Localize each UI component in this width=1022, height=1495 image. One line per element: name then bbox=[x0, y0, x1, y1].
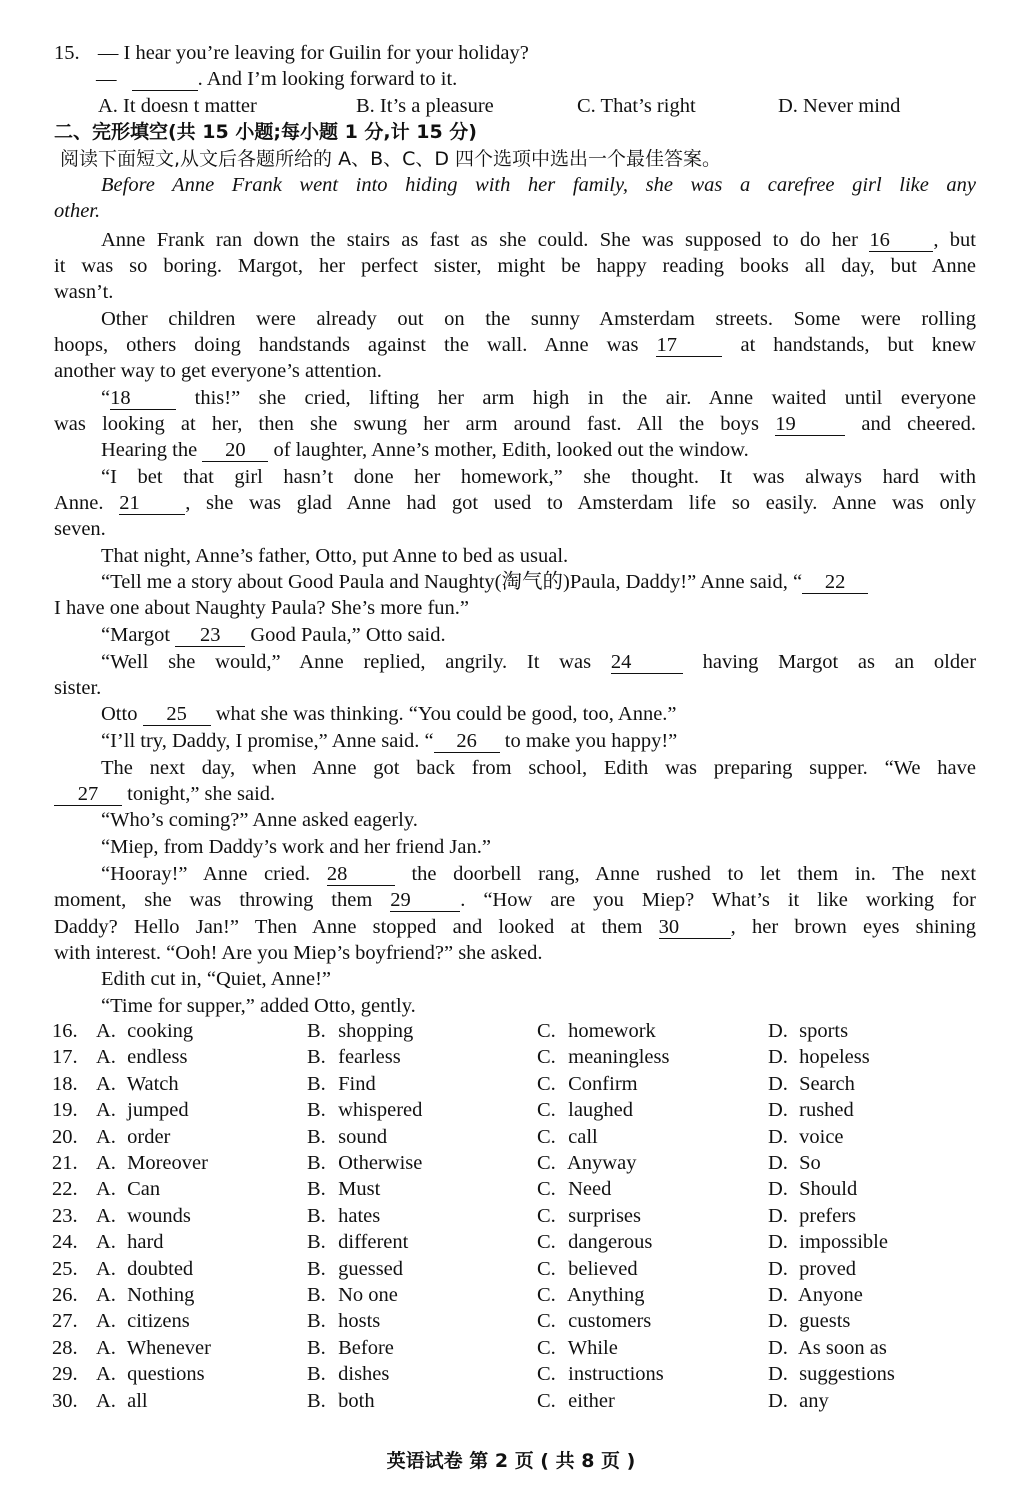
passage-text: was looking at her, then she swung her arm around fast. All the boys bbox=[54, 413, 759, 435]
passage-line: “Who’s coming?” Anne asked eagerly. bbox=[101, 809, 418, 831]
option-b bbox=[307, 1203, 380, 1229]
option-text: surprises bbox=[568, 1205, 642, 1227]
option-letter: B. bbox=[307, 1231, 326, 1253]
option-text: customers bbox=[568, 1310, 652, 1332]
intro-line1: Before Anne Frank went into hiding with her family, she was a carefree girl like any bbox=[101, 174, 976, 196]
passage-text: and cheered. bbox=[861, 413, 977, 435]
option-b bbox=[307, 1282, 398, 1308]
option-d bbox=[768, 1256, 856, 1282]
option-d bbox=[768, 1388, 829, 1414]
passage-line bbox=[54, 887, 976, 913]
option-letter: B. bbox=[307, 1020, 326, 1042]
option-b bbox=[307, 1150, 422, 1176]
option-text: endless bbox=[127, 1046, 188, 1068]
option-text: Find bbox=[338, 1073, 376, 1095]
passage-text: this!” she cried, lifting her arm high in the air. Anne waited until everyone bbox=[194, 387, 976, 409]
option-text: Need bbox=[568, 1178, 612, 1200]
blank-27: 27 bbox=[54, 783, 122, 806]
option-d bbox=[768, 1124, 844, 1150]
passage-line: “I bet that girl hasn’t done her homework,” she thought. It was always hard with bbox=[101, 466, 976, 488]
option-text: Whenever bbox=[126, 1337, 211, 1359]
option-text: jumped bbox=[127, 1099, 189, 1121]
option-d bbox=[768, 1150, 821, 1176]
option-text: suggestions bbox=[799, 1363, 895, 1385]
option-letter: C. bbox=[537, 1390, 556, 1412]
blank-29: 29 bbox=[390, 889, 460, 912]
option-text: So bbox=[799, 1152, 821, 1174]
option-text: wounds bbox=[127, 1205, 191, 1227]
blank-28: 28 bbox=[327, 863, 395, 886]
passage-text: what she was thinking. “You could be good, too, Anne.” bbox=[215, 703, 677, 725]
option-letter: C. bbox=[537, 1020, 556, 1042]
option-letter: B. bbox=[307, 1178, 326, 1200]
option-letter: D. bbox=[768, 1205, 788, 1227]
passage-line: Other children were already out on the sunny Amsterdam streets. Some were rolling bbox=[101, 308, 976, 330]
option-text: homework bbox=[568, 1020, 656, 1042]
question-number: 17. bbox=[52, 1046, 78, 1068]
question-number: 28. bbox=[52, 1337, 78, 1359]
option-letter: C. bbox=[537, 1284, 556, 1306]
passage-line bbox=[101, 861, 976, 887]
q15-dash: — bbox=[96, 68, 117, 90]
option-letter: A. bbox=[96, 1231, 116, 1253]
question-number: 25. bbox=[52, 1258, 78, 1280]
option-d bbox=[768, 1044, 870, 1070]
option-d bbox=[768, 1308, 850, 1334]
option-text: hosts bbox=[338, 1310, 381, 1332]
passage-text: Anne Frank ran down the stairs as fast as she could. She was supposed to do her bbox=[101, 229, 858, 251]
option-c bbox=[537, 1388, 615, 1414]
option-text: proved bbox=[799, 1258, 857, 1280]
passage-line: seven. bbox=[54, 518, 106, 540]
option-letter: A. bbox=[96, 1363, 116, 1385]
passage-line bbox=[54, 332, 976, 358]
option-a bbox=[96, 1361, 205, 1387]
passage-text: at handstands, but knew bbox=[740, 334, 977, 356]
option-c bbox=[537, 1176, 611, 1202]
option-c bbox=[537, 1256, 638, 1282]
option-letter: C. bbox=[537, 1310, 556, 1332]
passage-line: it was so boring. Margot, her perfect sister, might be happy reading books all day, but Anne bbox=[54, 255, 976, 277]
q15-option-d: D. Never mind bbox=[778, 95, 901, 117]
option-letter: A. bbox=[96, 1020, 116, 1042]
option-a bbox=[96, 1044, 187, 1070]
option-c bbox=[537, 1150, 636, 1176]
option-letter: B. bbox=[307, 1073, 326, 1095]
option-text: whispered bbox=[338, 1099, 423, 1121]
option-letter: B. bbox=[307, 1284, 326, 1306]
option-letter: D. bbox=[768, 1284, 788, 1306]
option-letter: C. bbox=[537, 1205, 556, 1227]
option-text: call bbox=[568, 1126, 598, 1148]
question-number: 24. bbox=[52, 1231, 78, 1253]
option-letter: D. bbox=[768, 1099, 788, 1121]
question-number: 16. bbox=[52, 1020, 78, 1042]
option-b bbox=[307, 1124, 387, 1150]
option-c bbox=[537, 1282, 644, 1308]
blank-30: 30 bbox=[659, 916, 731, 939]
question-number: 30. bbox=[52, 1390, 78, 1412]
option-c bbox=[537, 1229, 652, 1255]
option-letter: B. bbox=[307, 1205, 326, 1227]
passage-text: the doorbell rang, Anne rushed to let them in. The next bbox=[411, 863, 977, 885]
passage-text: “I’ll try, Daddy, I promise,” Anne said. “ bbox=[101, 730, 434, 752]
question-number: 27. bbox=[52, 1310, 78, 1332]
option-text: Moreover bbox=[127, 1152, 208, 1174]
option-letter: A. bbox=[96, 1152, 116, 1174]
option-b bbox=[307, 1229, 408, 1255]
option-text: guests bbox=[799, 1310, 851, 1332]
option-c bbox=[537, 1335, 618, 1361]
blank-17: 17 bbox=[656, 334, 722, 357]
option-a bbox=[96, 1282, 194, 1308]
option-text: different bbox=[338, 1231, 409, 1253]
option-a bbox=[96, 1229, 164, 1255]
passage-text: . “How are you Miep? What’s it like working for bbox=[460, 889, 977, 911]
passage-text: , she was glad Anne had got used to Amsterdam life so easily. Anne was only bbox=[185, 492, 976, 514]
option-letter: A. bbox=[96, 1046, 116, 1068]
option-text: voice bbox=[799, 1126, 844, 1148]
passage-text: Otto bbox=[101, 703, 138, 725]
option-letter: D. bbox=[768, 1231, 788, 1253]
passage-text: “Well she would,” Anne replied, angrily. It was bbox=[101, 651, 592, 673]
passage-line bbox=[54, 914, 976, 940]
option-b bbox=[307, 1071, 376, 1097]
option-text: While bbox=[567, 1337, 618, 1359]
option-letter: A. bbox=[96, 1310, 116, 1332]
blank-25: 25 bbox=[143, 703, 211, 726]
q15-line2 bbox=[96, 66, 457, 92]
option-text: sports bbox=[799, 1020, 849, 1042]
option-letter: C. bbox=[537, 1046, 556, 1068]
option-b bbox=[307, 1097, 422, 1123]
option-b bbox=[307, 1308, 380, 1334]
option-c bbox=[537, 1203, 641, 1229]
passage-line: Edith cut in, “Quiet, Anne!” bbox=[101, 968, 331, 990]
passage-text: of laughter, Anne’s mother, Edith, looked out the window. bbox=[273, 439, 749, 461]
option-letter: C. bbox=[537, 1337, 556, 1359]
option-letter: D. bbox=[768, 1310, 788, 1332]
section-instruction: 阅读下面短文,从文后各题所给的 A、B、C、D 四个选项中选出一个最佳答案。 bbox=[60, 148, 722, 170]
option-text: prefers bbox=[799, 1205, 857, 1227]
option-letter: B. bbox=[307, 1046, 326, 1068]
q15-blank bbox=[132, 68, 198, 91]
option-a bbox=[96, 1308, 190, 1334]
option-c bbox=[537, 1308, 651, 1334]
option-text: rushed bbox=[799, 1099, 854, 1121]
option-letter: A. bbox=[96, 1258, 116, 1280]
option-letter: C. bbox=[537, 1099, 556, 1121]
q15-line1 bbox=[54, 40, 529, 66]
question-number: 19. bbox=[52, 1099, 78, 1121]
option-letter: A. bbox=[96, 1126, 116, 1148]
option-text: shopping bbox=[338, 1020, 414, 1042]
option-letter: C. bbox=[537, 1363, 556, 1385]
passage-line bbox=[101, 569, 868, 595]
option-text: Search bbox=[799, 1073, 855, 1095]
option-letter: B. bbox=[307, 1099, 326, 1121]
passage-line: “Time for supper,” added Otto, gently. bbox=[101, 995, 416, 1017]
passage-line: another way to get everyone’s attention. bbox=[54, 360, 382, 382]
option-text: believed bbox=[568, 1258, 638, 1280]
option-d bbox=[768, 1361, 895, 1387]
option-text: cooking bbox=[127, 1020, 194, 1042]
option-letter: D. bbox=[768, 1152, 788, 1174]
option-text: Anyway bbox=[567, 1152, 637, 1174]
passage-text: Good Paula,” Otto said. bbox=[250, 624, 446, 646]
blank-18: 18 bbox=[110, 387, 176, 410]
option-b bbox=[307, 1388, 375, 1414]
option-letter: A. bbox=[96, 1099, 116, 1121]
option-a bbox=[96, 1335, 211, 1361]
option-a bbox=[96, 1388, 148, 1414]
blank-24: 24 bbox=[611, 651, 683, 674]
option-text: laughed bbox=[568, 1099, 634, 1121]
q15-response: . And I’m looking forward to it. bbox=[197, 68, 458, 90]
question-number: 23. bbox=[52, 1205, 78, 1227]
q15-option-b: B. It’s a pleasure bbox=[356, 95, 494, 117]
blank-22: 22 bbox=[802, 571, 868, 594]
option-text: meaningless bbox=[568, 1046, 670, 1068]
option-letter: D. bbox=[768, 1363, 788, 1385]
passage-text: Hearing the bbox=[101, 439, 198, 461]
option-b bbox=[307, 1176, 380, 1202]
passage-text: to make you happy!” bbox=[504, 730, 678, 752]
option-text: Can bbox=[127, 1178, 161, 1200]
option-letter: D. bbox=[768, 1020, 788, 1042]
option-text: hates bbox=[338, 1205, 381, 1227]
blank-20: 20 bbox=[202, 439, 268, 462]
q15-question: — I hear you’re leaving for Guilin for your holiday? bbox=[97, 42, 529, 64]
option-a bbox=[96, 1071, 179, 1097]
option-letter: B. bbox=[307, 1126, 326, 1148]
question-number: 21. bbox=[52, 1152, 78, 1174]
option-text: guessed bbox=[338, 1258, 404, 1280]
option-text: Must bbox=[338, 1178, 381, 1200]
option-text: both bbox=[338, 1390, 375, 1412]
passage-line bbox=[101, 622, 446, 648]
option-letter: B. bbox=[307, 1363, 326, 1385]
option-letter: A. bbox=[96, 1205, 116, 1227]
option-a bbox=[96, 1203, 191, 1229]
passage-text: , her brown eyes shining bbox=[730, 916, 977, 938]
option-text: Anyone bbox=[798, 1284, 863, 1306]
option-d bbox=[768, 1282, 863, 1308]
page-footer: 英语试卷 第 2 页 ( 共 8 页 ) bbox=[386, 1450, 636, 1472]
option-text: hard bbox=[127, 1231, 164, 1253]
passage-line: wasn’t. bbox=[54, 281, 114, 303]
option-text: any bbox=[799, 1390, 829, 1412]
passage-line bbox=[101, 227, 976, 253]
option-a bbox=[96, 1018, 193, 1044]
option-a bbox=[96, 1097, 189, 1123]
option-letter: C. bbox=[537, 1126, 556, 1148]
section-title: 二、完形填空(共 15 小题;每小题 1 分,计 15 分) bbox=[54, 121, 477, 143]
option-text: citizens bbox=[127, 1310, 190, 1332]
option-letter: A. bbox=[96, 1390, 116, 1412]
option-letter: D. bbox=[768, 1337, 788, 1359]
option-c bbox=[537, 1361, 664, 1387]
option-text: Nothing bbox=[127, 1284, 195, 1306]
passage-text: Anne. bbox=[54, 492, 104, 514]
intro-line2: other. bbox=[54, 200, 101, 222]
passage-text: “ bbox=[101, 387, 111, 409]
option-a bbox=[96, 1150, 208, 1176]
option-c bbox=[537, 1097, 633, 1123]
option-b bbox=[307, 1256, 403, 1282]
option-b bbox=[307, 1018, 413, 1044]
passage-text: “Tell me a story about Good Paula and Naughty(淘气的)Paula, Daddy!” Anne said, “ bbox=[101, 571, 803, 593]
option-d bbox=[768, 1097, 854, 1123]
option-letter: B. bbox=[307, 1310, 326, 1332]
question-number: 20. bbox=[52, 1126, 78, 1148]
passage-text: having Margot as an older bbox=[702, 651, 977, 673]
passage-line bbox=[54, 490, 976, 516]
passage-line bbox=[101, 728, 677, 754]
option-text: doubted bbox=[127, 1258, 194, 1280]
option-letter: D. bbox=[768, 1126, 788, 1148]
passage-line bbox=[54, 781, 275, 807]
option-d bbox=[768, 1018, 848, 1044]
option-a bbox=[96, 1124, 170, 1150]
passage-line: The next day, when Anne got back from school, Edith was preparing supper. “We have bbox=[101, 757, 976, 779]
option-text: either bbox=[568, 1390, 615, 1412]
option-c bbox=[537, 1124, 598, 1150]
passage-line bbox=[101, 437, 749, 463]
passage-line bbox=[54, 411, 976, 437]
blank-23: 23 bbox=[175, 624, 245, 647]
option-text: Otherwise bbox=[338, 1152, 423, 1174]
option-letter: A. bbox=[96, 1178, 116, 1200]
option-text: questions bbox=[127, 1363, 205, 1385]
passage-text: moment, she was throwing them bbox=[54, 889, 373, 911]
q15-option-a: A. It doesn t matter bbox=[98, 95, 257, 117]
passage-line: with interest. “Ooh! Are you Miep’s boyfriend?” she asked. bbox=[54, 942, 543, 964]
option-text: impossible bbox=[799, 1231, 888, 1253]
option-text: fearless bbox=[338, 1046, 401, 1068]
passage-line: I have one about Naughty Paula? She’s more fun.” bbox=[54, 597, 470, 619]
passage-line bbox=[101, 385, 976, 411]
option-letter: D. bbox=[768, 1258, 788, 1280]
option-d bbox=[768, 1203, 856, 1229]
question-number: 18. bbox=[52, 1073, 78, 1095]
passage-text: Daddy? Hello Jan!” Then Anne stopped and looked at them bbox=[54, 916, 643, 938]
option-letter: C. bbox=[537, 1231, 556, 1253]
option-text: As soon as bbox=[798, 1337, 887, 1359]
option-letter: D. bbox=[768, 1178, 788, 1200]
option-letter: C. bbox=[537, 1073, 556, 1095]
passage-text: , but bbox=[933, 229, 976, 251]
question-number: 29. bbox=[52, 1363, 78, 1385]
option-letter: A. bbox=[96, 1337, 116, 1359]
passage-line bbox=[101, 701, 677, 727]
option-text: dishes bbox=[338, 1363, 390, 1385]
passage-text: hoops, others doing handstands against the wall. Anne was bbox=[54, 334, 639, 356]
option-d bbox=[768, 1335, 887, 1361]
option-text: sound bbox=[338, 1126, 388, 1148]
passage-line: That night, Anne’s father, Otto, put Anne to bed as usual. bbox=[101, 545, 569, 567]
q15-number: 15. bbox=[54, 42, 80, 64]
option-letter: B. bbox=[307, 1258, 326, 1280]
option-letter: D. bbox=[768, 1046, 788, 1068]
option-letter: B. bbox=[307, 1390, 326, 1412]
passage-line bbox=[101, 649, 976, 675]
option-letter: A. bbox=[96, 1284, 116, 1306]
option-b bbox=[307, 1361, 389, 1387]
option-letter: A. bbox=[96, 1073, 116, 1095]
passage-text: tonight,” she said. bbox=[127, 783, 276, 805]
passage-text: “Margot bbox=[101, 624, 171, 646]
option-letter: B. bbox=[307, 1337, 326, 1359]
option-letter: D. bbox=[768, 1390, 788, 1412]
option-letter: C. bbox=[537, 1258, 556, 1280]
option-c bbox=[537, 1044, 669, 1070]
option-text: dangerous bbox=[568, 1231, 653, 1253]
option-text: all bbox=[127, 1390, 148, 1412]
option-letter: C. bbox=[537, 1152, 556, 1174]
blank-26: 26 bbox=[434, 730, 500, 753]
question-number: 26. bbox=[52, 1284, 78, 1306]
option-c bbox=[537, 1071, 638, 1097]
option-text: Should bbox=[799, 1178, 858, 1200]
passage-line: “Miep, from Daddy’s work and her friend Jan.” bbox=[101, 836, 491, 858]
option-text: hopeless bbox=[799, 1046, 870, 1068]
option-letter: B. bbox=[307, 1152, 326, 1174]
option-text: No one bbox=[338, 1284, 398, 1306]
option-d bbox=[768, 1229, 888, 1255]
option-text: Anything bbox=[567, 1284, 645, 1306]
option-text: instructions bbox=[568, 1363, 664, 1385]
option-b bbox=[307, 1044, 401, 1070]
option-b bbox=[307, 1335, 394, 1361]
q15-option-c: C. That’s right bbox=[577, 95, 696, 117]
blank-19: 19 bbox=[775, 413, 845, 436]
option-d bbox=[768, 1071, 855, 1097]
option-text: Confirm bbox=[568, 1073, 638, 1095]
option-text: order bbox=[127, 1126, 171, 1148]
blank-21: 21 bbox=[119, 492, 185, 515]
option-d bbox=[768, 1176, 857, 1202]
option-a bbox=[96, 1256, 193, 1282]
option-letter: C. bbox=[537, 1178, 556, 1200]
blank-16: 16 bbox=[869, 229, 933, 252]
option-letter: D. bbox=[768, 1073, 788, 1095]
passage-line: sister. bbox=[54, 677, 102, 699]
passage-text: “Hooray!” Anne cried. bbox=[101, 863, 311, 885]
question-number: 22. bbox=[52, 1178, 78, 1200]
option-a bbox=[96, 1176, 160, 1202]
option-c bbox=[537, 1018, 656, 1044]
option-text: Before bbox=[338, 1337, 394, 1359]
option-text: Watch bbox=[126, 1073, 179, 1095]
